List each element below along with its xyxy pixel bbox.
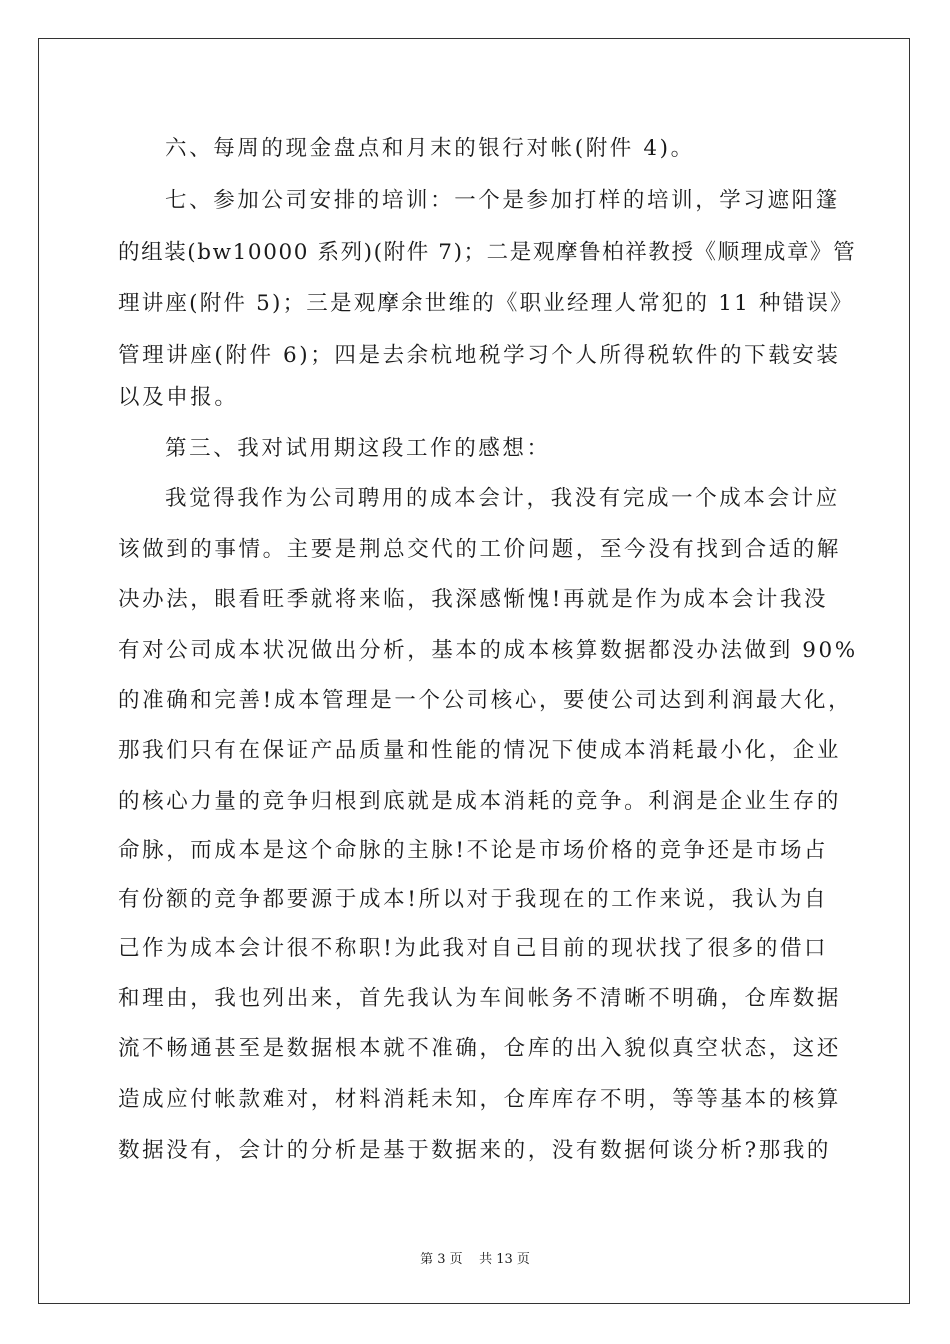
paragraph-line: 的核心力量的竞争归根到底就是成本消耗的竞争。利润是企业生存的 [118,789,842,814]
paragraph-line: 七、参加公司安排的培训：一个是参加打样的培训，学习遮阳篷 [165,188,840,213]
paragraph-line: 有对公司成本状况做出分析，基本的成本核算数据都没办法做到 90% [118,638,858,663]
paragraph-line: 流不畅通甚至是数据根本就不准确，仓库的出入貌似真空状态，这还 [118,1036,842,1061]
paragraph-line: 那我们只有在保证产品质量和性能的情况下使成本消耗最小化，企业 [118,738,842,763]
paragraph-line: 数据没有，会计的分析是基于数据来的，没有数据何谈分析?那我的 [118,1138,832,1163]
paragraph-line: 己作为成本会计很不称职!为此我对自己目前的现状找了很多的借口 [118,936,829,961]
page-number-footer: 第 3 页 共 13 页 [420,1252,530,1267]
paragraph-line: 有份额的竞争都要源于成本!所以对于我现在的工作来说，我认为自 [118,887,829,912]
paragraph-line: 理讲座(附件 5)；三是观摩余世维的《职业经理人常犯的 11 种错误》 [118,291,854,316]
paragraph-line: 我觉得我作为公司聘用的成本会计，我没有完成一个成本会计应 [165,486,840,511]
paragraph-line: 和理由，我也列出来，首先我认为车间帐务不清晰不明确，仓库数据 [118,986,842,1011]
paragraph-line: 六、每周的现金盘点和月末的银行对帐(附件 4)。 [165,136,695,161]
paragraph-line: 管理讲座(附件 6)；四是去余杭地税学习个人所得税软件的下载安装 [118,343,841,368]
paragraph-line: 的组装(bw10000 系列)(附件 7)；二是观摩鲁柏祥教授《顺理成章》管 [118,240,857,265]
paragraph-line: 该做到的事情。主要是荆总交代的工价问题，至今没有找到合适的解 [118,537,842,562]
paragraph-line: 的准确和完善!成本管理是一个公司核心，要使公司达到利润最大化， [118,688,853,713]
paragraph-line: 造成应付帐款难对，材料消耗未知，仓库库存不明，等等基本的核算 [118,1087,842,1112]
paragraph-line: 以及申报。 [118,385,239,410]
paragraph-line: 决办法，眼看旺季就将来临，我深感惭愧!再就是作为成本会计我没 [118,587,829,612]
paragraph-line: 命脉，而成本是这个命脉的主脉!不论是市场价格的竞争还是市场占 [118,838,829,863]
paragraph-line: 第三、我对试用期这段工作的感想： [165,436,551,461]
